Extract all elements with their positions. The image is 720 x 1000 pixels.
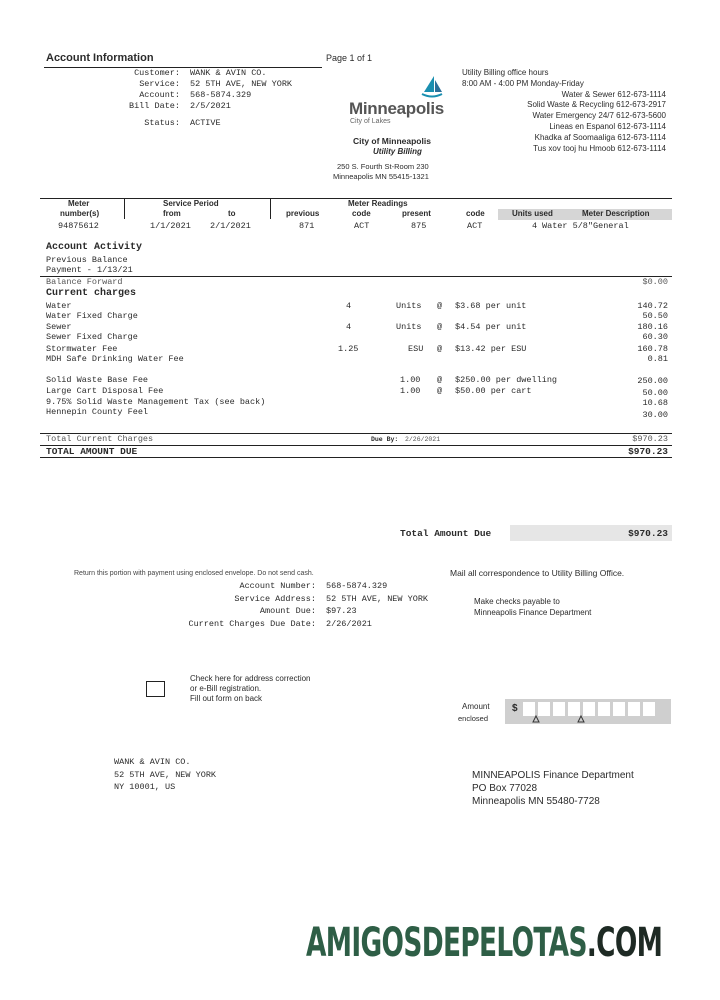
customer-label: Customer:	[134, 68, 180, 78]
present-reading: 875	[411, 221, 427, 231]
service-label: Service:	[139, 79, 180, 89]
previous-balance-label: Previous Balance	[46, 255, 128, 265]
office-phone: Water & Sewer 612-673-1114	[561, 89, 666, 99]
period-to: 2/1/2021	[210, 221, 251, 231]
amount-due-label: Amount Due:	[259, 606, 316, 616]
previous-column-header: previous	[286, 209, 320, 218]
meter-group-header: Meter	[68, 199, 90, 208]
charge-desc: Solid Waste Base Fee	[46, 375, 149, 385]
charge-amount: 60.30	[642, 332, 668, 342]
meter-readings-group-header: Meter Readings	[348, 199, 408, 208]
meter-table-divider	[270, 199, 271, 219]
amount-digit-box[interactable]	[643, 702, 655, 716]
charge-desc: Water Fixed Charge	[46, 311, 138, 321]
amount-digit-box[interactable]	[583, 702, 595, 716]
remit-address	[472, 769, 634, 808]
payable-note-2: Minneapolis Finance Department	[474, 608, 592, 617]
charge-unit: Units	[396, 322, 422, 332]
amount-digit-box[interactable]	[553, 702, 565, 716]
charge-at: @	[437, 322, 443, 332]
service-value: 52 5TH AVE, NEW YORK	[190, 79, 293, 89]
account-info-labels	[100, 68, 180, 129]
office-phone: Tus xov tooj hu Hmoob 612-673-1114	[533, 143, 666, 153]
total-current-label: Total Current Charges	[46, 434, 154, 444]
checkbox-label-2: or e-Bill registration.	[190, 684, 262, 693]
charge-rate: $3.68 per unit	[455, 301, 527, 311]
charge-qty: 4	[346, 322, 352, 332]
charge-amount: 160.78	[637, 344, 668, 354]
charge-amount: 50.50	[642, 311, 668, 321]
separator-mark-icon	[577, 715, 585, 723]
due-date-value: 2/26/2021	[326, 618, 372, 629]
charge-rate: $50.00 per cart	[455, 386, 532, 396]
office-hours	[462, 68, 666, 154]
watermark-tld: COM	[596, 920, 663, 966]
meter-number: 94875612	[58, 221, 99, 231]
office-phone: Khadka af Soomaaliga 612-673-1114	[534, 132, 666, 142]
page-title: Account Information	[46, 52, 154, 64]
remit-line: Minneapolis MN 55480-7728	[472, 796, 600, 807]
page-number: Page 1 of 1	[326, 53, 373, 63]
balance-forward-amount: $0.00	[642, 277, 668, 287]
meter-table-divider	[124, 199, 125, 219]
charge-desc: MDH Safe Drinking Water Fee	[46, 354, 184, 364]
charge-amount: 0.81	[647, 354, 668, 364]
charge-rate: $13.42 per ESU	[455, 344, 527, 354]
amount-digit-box[interactable]	[568, 702, 580, 716]
charge-amount: 30.00	[642, 410, 668, 420]
bill-date-label: Bill Date:	[128, 101, 180, 111]
charge-at: @	[437, 386, 443, 396]
units-used-column-header: Units used	[512, 209, 553, 218]
stub-labels	[150, 580, 316, 630]
mail-note: Mail all correspondence to Utility Billing Office.	[450, 568, 625, 578]
bill-date-value: 2/5/2021	[190, 101, 231, 111]
account-number-label: Account Number:	[239, 581, 316, 591]
account-label: Account:	[139, 90, 180, 100]
charge-rate: $250.00 per dwelling	[455, 375, 558, 385]
charge-desc: Sewer	[46, 322, 72, 332]
office-phone: Water Emergency 24/7 612-673-5600	[532, 111, 666, 121]
account-value: 568-5874.329	[190, 90, 252, 100]
present-code: ACT	[467, 221, 483, 231]
checkbox-label-3: Fill out form on back	[190, 694, 263, 703]
stub-values	[326, 580, 428, 630]
charge-desc: Stormwater Fee	[46, 344, 118, 354]
mailing-line: 52 5TH AVE, NEW YORK	[114, 769, 217, 780]
minneapolis-logo-icon	[420, 74, 444, 100]
balance-forward-label: Balance Forward	[46, 277, 123, 287]
charge-qty: 4	[346, 301, 352, 311]
office-phone: Solid Waste & Recycling 612-673-2917	[527, 100, 666, 110]
charge-amount: 140.72	[637, 301, 668, 311]
total-amount-due-label: TOTAL AMOUNT DUE	[46, 446, 138, 457]
charge-unit: ESU	[408, 344, 424, 354]
office-hours-title: Utility Billing office hours	[462, 68, 549, 77]
charge-qty: 1.00	[400, 386, 421, 396]
charge-desc: Large Cart Disposal Fee	[46, 386, 164, 396]
separator-mark-icon	[532, 715, 540, 723]
units-used: 4	[532, 221, 538, 231]
meter-description-column-header: Meter Description	[582, 209, 650, 218]
office-hours-time: 8:00 AM - 4:00 PM Monday-Friday	[462, 78, 584, 88]
previous-code: ACT	[354, 221, 370, 231]
amount-enclosed-label-1: Amount	[462, 702, 490, 711]
activity-title: Account Activity	[46, 242, 143, 253]
charge-qty: 1.25	[338, 344, 359, 354]
office-phone: Lineas en Espanol 612-673-1114	[549, 121, 666, 131]
logo-dept: Utility Billing	[373, 147, 422, 156]
charge-desc: Sewer Fixed Charge	[46, 332, 138, 342]
charge-amount: 250.00	[637, 376, 668, 386]
service-period-group-header: Service Period	[163, 199, 219, 208]
charge-rate: $4.54 per unit	[455, 322, 527, 332]
logo-tagline: City of Lakes	[350, 118, 391, 125]
amount-digit-box[interactable]	[628, 702, 640, 716]
charges-title: Current charges	[46, 288, 137, 299]
charge-at: @	[437, 301, 443, 311]
payment-label: Payment - 1/13/21	[46, 265, 133, 275]
watermark-main: AMIGOSDEPELOTAS	[306, 920, 587, 966]
charge-at: @	[437, 375, 443, 385]
remit-line: MINNEAPOLIS Finance Department	[472, 770, 634, 781]
mailing-line: NY 10001, US	[114, 782, 176, 792]
remit-line: PO Box 77028	[472, 783, 538, 794]
logo-address2: Minneapolis MN 55415-1321	[333, 172, 429, 181]
totals-bottom-rule	[40, 457, 672, 458]
code-column-header: code	[352, 209, 371, 218]
logo-org: City of Minneapolis	[353, 136, 431, 146]
address-correction-checkbox[interactable]	[146, 681, 165, 697]
charge-amount: 180.16	[637, 322, 668, 332]
due-date-label: Current Charges Due Date:	[188, 618, 316, 629]
charge-amount: 50.00	[642, 388, 668, 398]
service-address-label: Service Address:	[234, 593, 316, 604]
watermark	[306, 918, 662, 968]
meter-column-header: number(s)	[60, 209, 100, 218]
amount-enclosed-field[interactable]	[505, 699, 671, 724]
amount-due-value: $97.23	[326, 606, 357, 616]
status-value: ACTIVE	[190, 118, 221, 128]
payable-note-1: Make checks payable to	[474, 597, 560, 606]
logo-address1: 250 S. Fourth St-Room 230	[337, 162, 429, 171]
amount-digit-box[interactable]	[538, 702, 550, 716]
amount-enclosed-label-2: enclosed	[458, 714, 489, 723]
present-column-header: present	[402, 209, 431, 218]
total-current-amount: $970.23	[632, 434, 668, 444]
mailing-address	[114, 756, 216, 794]
due-by-date: 2/26/2021	[405, 436, 441, 443]
status-label: Status:	[144, 118, 180, 128]
account-number-value: 568-5874.329	[326, 581, 388, 591]
checkbox-label-1: Check here for address correction	[190, 674, 311, 683]
total-amount-due-value: $970.23	[628, 446, 668, 457]
account-info-values	[190, 68, 292, 129]
charge-desc: 9.75% Solid Waste Management Tax (see back)	[46, 397, 266, 407]
service-address-value: 52 5TH AVE, NEW YORK	[326, 593, 429, 604]
meter-description: Water 5/8"General	[542, 221, 629, 231]
previous-reading: 871	[299, 221, 315, 231]
due-by-label: Due By:	[371, 436, 399, 443]
to-column-header: to	[228, 209, 236, 218]
logo-name: Minneapolis	[349, 99, 444, 118]
amount-digit-box[interactable]	[598, 702, 610, 716]
charge-unit: Units	[396, 301, 422, 311]
mailing-line: WANK & AVIN CO.	[114, 757, 191, 767]
from-column-header: from	[163, 209, 181, 218]
period-from: 1/1/2021	[150, 221, 191, 231]
watermark-dot: .	[586, 920, 597, 966]
charge-at: @	[437, 344, 443, 354]
stub-total-label: Total Amount Due	[400, 528, 492, 539]
charge-desc: Water	[46, 301, 72, 311]
charge-desc: Hennepin County Feel	[46, 407, 149, 417]
return-note: Return this portion with payment using enclosed envelope. Do not send cash.	[74, 570, 314, 577]
amount-digit-box[interactable]	[523, 702, 535, 716]
stub-total-amount: $970.23	[628, 528, 668, 539]
amount-digit-box[interactable]	[613, 702, 625, 716]
code-column-header: code	[466, 209, 485, 218]
charge-amount: 10.68	[642, 398, 668, 408]
charge-qty: 1.00	[400, 375, 421, 385]
dollar-sign: $	[512, 703, 518, 714]
customer-value: WANK & AVIN CO.	[190, 68, 267, 78]
